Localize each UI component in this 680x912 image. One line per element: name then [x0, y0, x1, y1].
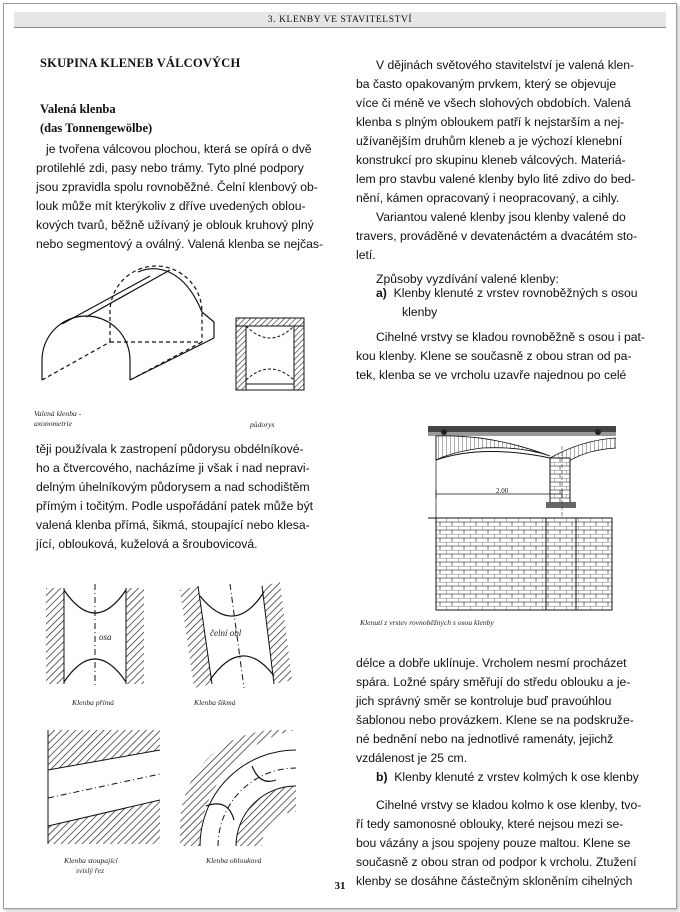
caption-curved-vault: Klenba oblouková: [206, 856, 262, 865]
text-line: Cihelné vrstvy se kladou kolmo k ose klenby, tvo-: [376, 798, 642, 812]
text-line: více či méně ve všech slohových obdobích. Valená: [356, 96, 631, 110]
text-line: kou klenby. Klene se současně z obou stran od pa-: [356, 349, 632, 363]
text-line: spára. Ložné spáry směřují do středu oblouku a je-: [356, 675, 631, 689]
text-line: né bednění nebo na jednotlivé ramenáty, jejichž: [356, 732, 614, 746]
caption-straight-vault: Klenba přímá: [72, 698, 114, 707]
text-line: delným úhelníkovým půdorysem a nad schodištěm: [36, 480, 310, 494]
right-paragraph-5: [356, 796, 666, 891]
text-line: nění, kámen opracovaný i neopracovaný, a cihly.: [356, 191, 620, 205]
item-b-text: Klenby klenuté z vrstev kolmých k ose klenby: [394, 770, 639, 784]
text-line: V dějinách světového stavitelství je valená klen-: [376, 58, 635, 72]
running-head: 3. KLENBY VE STAVITELSTVÍ: [14, 12, 666, 28]
caption-line: Klenba stoupající: [64, 856, 118, 865]
item-a-label: a): [376, 286, 387, 300]
text-line: je tvořena válcovou plochou, která se opírá o dvě: [46, 142, 312, 156]
text-line: travers, prováděné v devatenáctém a dvacátém sto-: [356, 229, 638, 243]
item-b-line: [376, 768, 676, 787]
text-line: louk může mít kterýkoliv z dříve uvedených oblou-: [36, 199, 306, 213]
text-line: Variantou valené klenby jsou klenby valené do: [376, 210, 626, 224]
caption-rising-vault: [64, 856, 118, 876]
left-paragraph-1: [36, 140, 336, 254]
caption-line: Valená klenba -: [34, 409, 82, 418]
left-paragraph-2: [36, 440, 336, 554]
text-line: jich správný směr se kontroluje buď pravoúhlou: [356, 694, 612, 708]
item-b-label: b): [376, 770, 388, 784]
subsection-heading-german: (das Tonnengewölbe): [40, 121, 153, 135]
label-celni-oblouk: čelní obl: [210, 628, 242, 638]
text-line: přímým i točitým. Podle uspořádání patek může být: [36, 499, 314, 513]
caption-axonometry: [34, 409, 81, 429]
caption-brick-vault: Klenutí z vrstev rovnoběžných s osou klenby: [360, 618, 494, 627]
text-line: bou vázány a jsou spojeny pouze maltou. Klene se: [356, 836, 631, 850]
text-line: vzdálenost je 25 cm.: [356, 751, 468, 765]
text-line: nebo segmentový a oválný. Valená klenba se nejčas-: [36, 237, 324, 251]
barrel-vault-axonometric-figure: [32, 262, 222, 402]
ways-heading: Způsoby vyzdívání valené klenby:: [376, 272, 559, 286]
subsection-heading: Valená klenba: [40, 102, 116, 116]
item-a-text: Klenby klenuté z vrstev rovnoběžných s osou: [393, 286, 638, 300]
page-number: 31: [334, 880, 346, 892]
text-line: konstrukcí pro skupinu kleneb válcových. Materiá-: [356, 153, 626, 167]
text-line: současně z obou stran od podpor k vrcholu. Ztužení: [356, 855, 637, 869]
text-line: klenby se dosáhne částečným skloněním cihelných: [356, 874, 633, 888]
item-a-line-1: [376, 284, 666, 303]
right-paragraph-1: [356, 56, 666, 208]
text-line: protilehlé zdi, pasy nebo trámy. Tyto plné podpory: [36, 161, 304, 175]
item-a: [376, 284, 666, 322]
text-line: kových tvarů, běžně užívaný je oblouk kruhový plný: [36, 218, 314, 232]
item-a-line-2: klenby: [402, 305, 438, 319]
text-line: užívanějším druhům kleneb a je výchozí klenební: [356, 134, 623, 148]
right-paragraph-3: [356, 328, 666, 385]
right-paragraph-4: [356, 654, 666, 768]
brick-vault-drawing: [422, 406, 616, 616]
text-line: ří tedy samonosné oblouky, které nejsou mezi se-: [356, 817, 624, 831]
dimension-label: 2.00: [496, 487, 509, 495]
caption-skew-vault: Klenba šikmá: [194, 698, 236, 707]
text-line: ba často opakovaným prvkem, který se objevuje: [356, 77, 617, 91]
text-line: valená klenba přímá, šikmá, stoupající nebo klesa-: [36, 518, 310, 532]
rising-vault-section-figure: [44, 726, 164, 850]
caption-line: svislý řez: [76, 866, 105, 875]
text-line: tek, klenba se ve vrcholu uzavře najednou po celé: [356, 368, 627, 382]
caption-plan: půdorys: [250, 420, 275, 429]
right-paragraph-2: [356, 208, 666, 265]
text-line: těji používala k zastropení půdorysu obdélníkové-: [36, 442, 304, 456]
text-line: délce a dobře uklínuje. Vrcholem nesmí procházet: [356, 656, 627, 670]
label-osa: osa: [99, 632, 112, 642]
section-heading: SKUPINA KLENEB VÁLCOVÝCH: [40, 56, 241, 70]
text-line: klenba s plným obloukem patří k nejstarším a nej-: [356, 115, 625, 129]
text-line: šablonou nebo provázkem. Klene se na podskruže-: [356, 713, 634, 727]
book-page: [3, 3, 677, 909]
caption-line: axonometrie: [34, 419, 72, 428]
curved-vault-plan-figure: [176, 726, 300, 850]
text-line: jící, oblouková, kuželová a šroubovicová.: [36, 537, 258, 551]
text-line: ho a čtvercového, nacházíme ji však i nad nepravi-: [36, 461, 310, 475]
text-line: jsou zpravidla spolu rovnoběžné. Čelní klenbový ob-: [36, 180, 318, 194]
text-line: letí.: [356, 248, 376, 262]
straight-vault-plan-figure: [40, 580, 150, 692]
floor-plan-figure: [232, 314, 308, 404]
text-line: lem pro stavbu valené klenby bylo lité zdivo do bed-: [356, 172, 636, 186]
text-line: Cihelné vrstvy se kladou rovnoběžně s osou i pat-: [376, 330, 645, 344]
item-b: [376, 768, 676, 787]
